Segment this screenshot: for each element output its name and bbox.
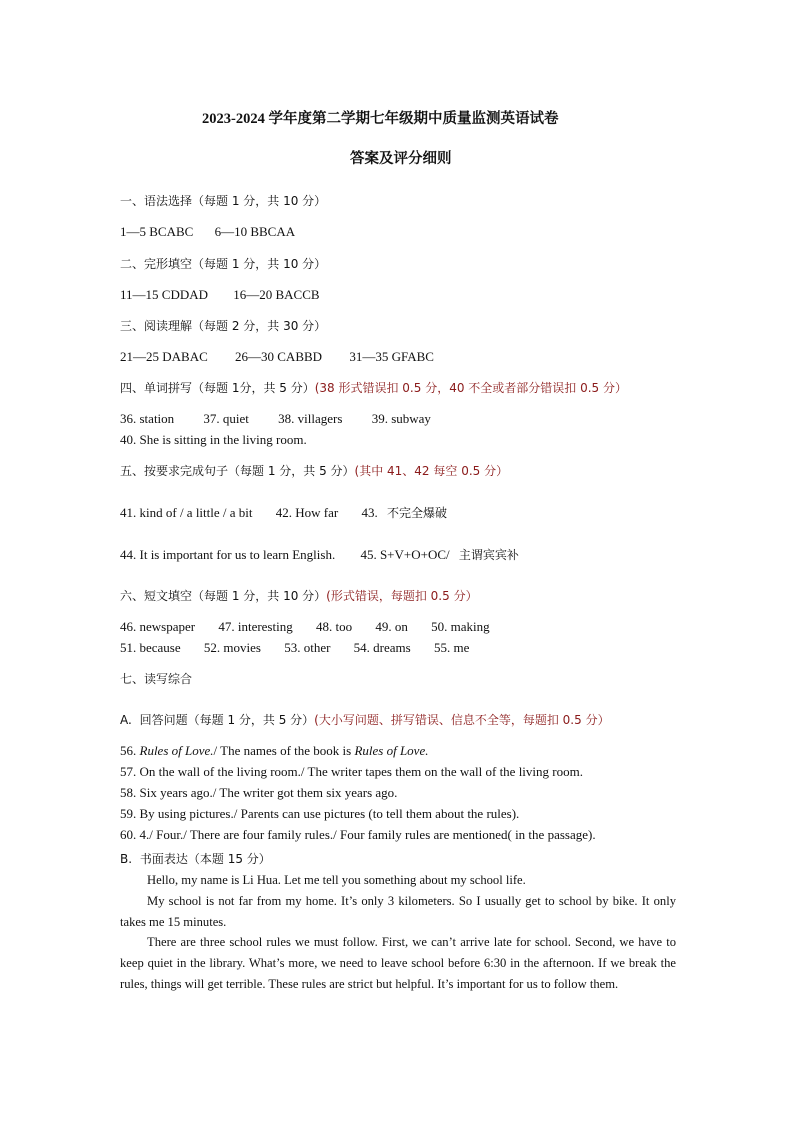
section-read-write-heading: 七、读写综合	[120, 672, 193, 686]
section-spelling-answers	[120, 411, 431, 427]
answer-group: 16—20 BACCB	[233, 287, 320, 302]
heading-text: 回答问题（每题 1 分，共 5 分）	[139, 713, 315, 727]
section-passage-fill-heading	[120, 588, 478, 604]
answer-56	[120, 743, 428, 759]
answer-group: 21—25 DABAC	[120, 349, 208, 364]
scoring-note: (形式错误，每题扣 0.5 分）	[326, 589, 478, 603]
answer-item: 51. because	[120, 640, 181, 655]
part-label: B.	[120, 852, 133, 866]
answer-item: 42. How far	[275, 505, 339, 520]
essay-paragraph: There are three school rules we must follow. First, we can’t arrive late for school. Second, we have to keep quiet in the library. What’s more, we need to leave school before 6:30 in the afternoon. If we break the rules, things will get terrible. These rules are strict but helpful. It’s important for us to follow them.	[120, 935, 676, 991]
heading-text: 书面表达（本题 15 分）	[139, 852, 271, 866]
section-sentences-row-1	[120, 505, 447, 521]
answer-57: 57. On the wall of the living room./ The writer tapes them on the wall of the living room.	[120, 764, 583, 779]
answer-item: 52. movies	[203, 640, 261, 655]
book-title: Rules of Love.	[139, 743, 214, 758]
section-reading-heading: 三、阅读理解（每题 2 分，共 30 分）	[120, 319, 327, 333]
heading-text: 四、单词拼写（每题 1分，共 5 分）	[120, 381, 315, 395]
section-passage-fill-row-2	[120, 640, 469, 656]
question-number: 56.	[120, 743, 137, 758]
answer-item: 39. subway	[371, 411, 431, 426]
scoring-note: (38 形式错误扣 0.5 分，40 不全或者部分错误扣 0.5 分）	[314, 381, 627, 395]
scoring-note: (其中 41、42 每空 0.5 分）	[354, 464, 509, 478]
section-sentences-row-2	[120, 547, 519, 563]
answer-group: 6—10 BBCAA	[214, 224, 296, 239]
part-b-heading	[120, 851, 271, 867]
answer-item: 44. It is important for us to learn English.	[120, 547, 336, 562]
answer-item: 36. station	[120, 411, 175, 426]
answer-58: 58. Six years ago./ The writer got them six years ago.	[120, 785, 398, 800]
section-grammar-heading: 一、语法选择（每题 1 分，共 10 分）	[120, 194, 327, 208]
answer-item-cn: 不完全爆破	[386, 506, 447, 520]
answer-item: 53. other	[284, 640, 331, 655]
part-label: A.	[120, 713, 132, 727]
heading-text: 六、短文填空（每题 1 分，共 10 分）	[120, 589, 327, 603]
section-grammar-answers	[120, 224, 295, 240]
answer-item: 38. villagers	[278, 411, 343, 426]
answer-40: 40. She is sitting in the living room.	[120, 432, 307, 447]
answer-group: 11—15 CDDAD	[120, 287, 208, 302]
answer-group: 1—5 BCABC	[120, 224, 194, 239]
answer-item: 54. dreams	[353, 640, 411, 655]
section-reading-answers	[120, 349, 434, 365]
essay-paragraph: Hello, my name is Li Hua. Let me tell you something about my school life.	[147, 873, 526, 887]
essay-paragraph: My school is not far from my home. It’s only 3 kilometers. So I usually get to school by bike. It only takes me 15 minutes.	[120, 893, 676, 929]
scoring-note: (大小写问题、拼写错误、信息不全等，每题扣 0.5 分）	[314, 713, 610, 727]
sample-essay	[120, 870, 676, 995]
answer-item: 37. quiet	[203, 411, 249, 426]
answer-60: 60. 4./ Four./ There are four family rules./ Four family rules are mentioned( in the passage).	[120, 827, 596, 842]
section-cloze-heading: 二、完形填空（每题 1 分，共 10 分）	[120, 257, 327, 271]
answer-group: 26—30 CABBD	[235, 349, 323, 364]
answer-item: 47. interesting	[218, 619, 293, 634]
book-title: Rules of Love.	[354, 743, 429, 758]
answer-item: 43.	[361, 505, 378, 520]
answer-item: 46. newspaper	[120, 619, 196, 634]
answer-item: 49. on	[375, 619, 408, 634]
answer-text: / The names of the book is	[213, 743, 352, 758]
answer-item: 48. too	[315, 619, 353, 634]
heading-text: 五、按要求完成句子（每题 1 分，共 5 分）	[120, 464, 355, 478]
answer-59: 59. By using pictures./ Parents can use pictures (to tell them about the rules).	[120, 806, 520, 821]
section-spelling-heading	[120, 380, 627, 396]
answer-item: 41. kind of / a little / a bit	[120, 505, 253, 520]
part-a-heading	[120, 712, 610, 728]
answer-group: 31—35 GFABC	[349, 349, 434, 364]
answer-item: 55. me	[433, 640, 470, 655]
section-sentences-heading	[120, 463, 508, 479]
document-title: 2023-2024 学年度第二学期七年级期中质量监测英语试卷	[202, 111, 559, 127]
answer-item-cn: 主谓宾宾补	[458, 548, 519, 562]
answer-item: 50. making	[431, 619, 490, 634]
section-passage-fill-row-1	[120, 619, 490, 635]
document-subtitle: 答案及评分细则	[350, 151, 452, 167]
section-cloze-answers	[120, 287, 320, 303]
answer-item: 45. S+V+O+OC/	[360, 547, 450, 562]
